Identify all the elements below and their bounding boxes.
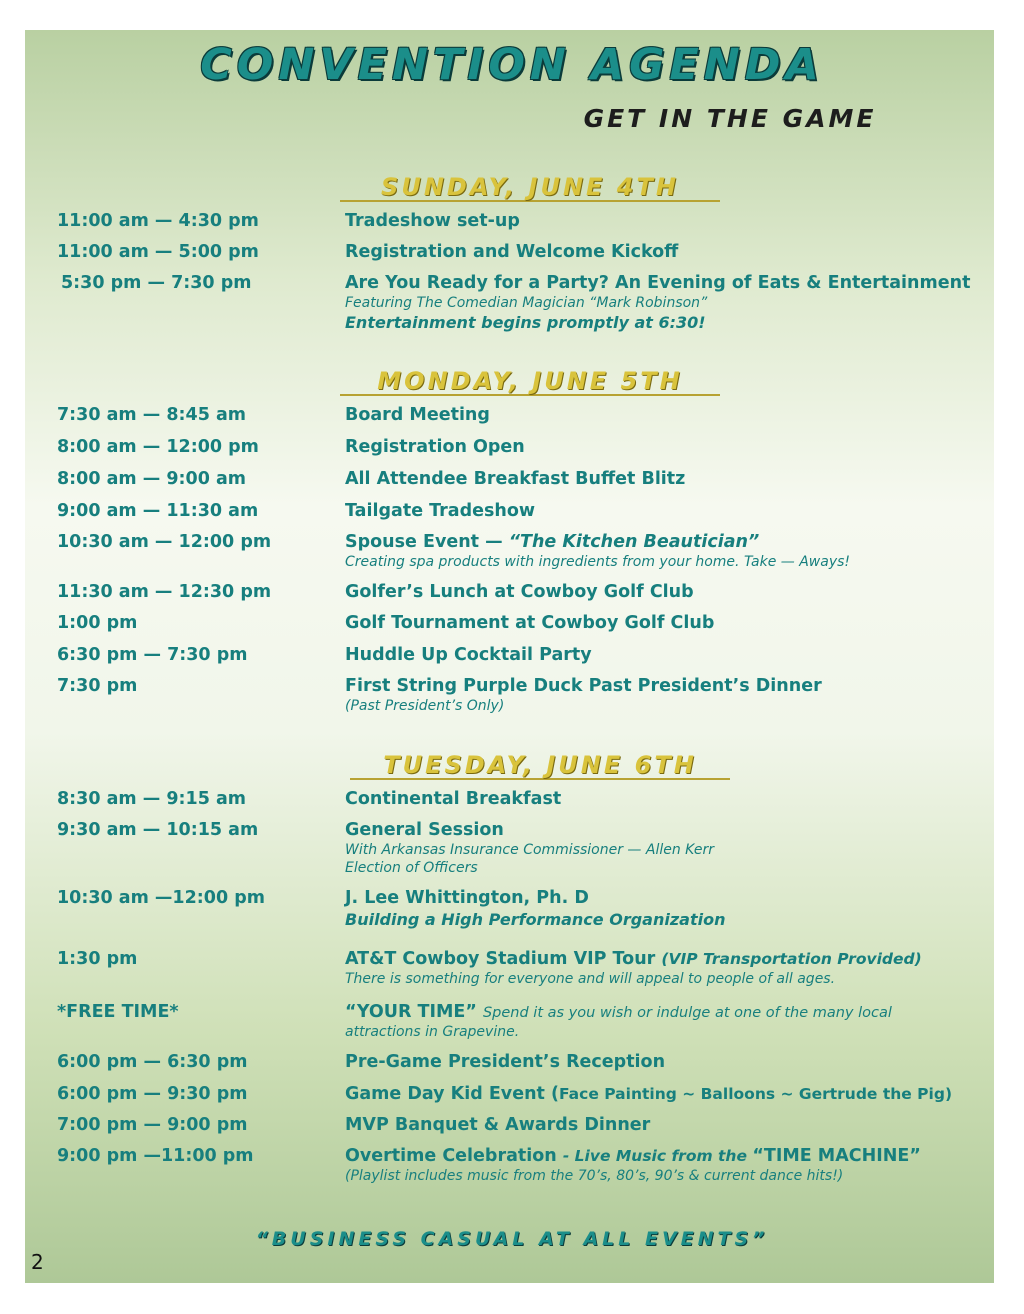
event-time: 9:00 am — 11:30 am	[57, 501, 259, 521]
event-time: 1:30 pm	[57, 949, 138, 969]
page-subtitle: GET IN THE GAME	[583, 104, 877, 133]
event-title-italic: “The Kitchen Beautician”	[508, 532, 760, 552]
event-title: Board Meeting	[345, 405, 490, 425]
event-title	[345, 949, 922, 969]
event-title: Continental Breakfast	[345, 789, 562, 809]
event-detail: With Arkansas Insurance Commissioner — Allen Kerr	[345, 842, 714, 858]
event-time: 8:30 am — 9:15 am	[57, 789, 247, 809]
event-time: 7:00 pm — 9:00 pm	[57, 1115, 248, 1135]
event-time: 10:30 am — 12:00 pm	[57, 532, 272, 552]
event-title	[345, 1146, 921, 1166]
event-time: 11:00 am — 4:30 pm	[57, 211, 259, 231]
event-time: 11:30 am — 12:30 pm	[57, 582, 272, 602]
event-time: 9:00 pm —11:00 pm	[57, 1146, 254, 1166]
day-heading-tuesday: TUESDAY, JUNE 6TH	[350, 752, 730, 780]
event-title-italic: - Live Music from the	[562, 1147, 753, 1165]
event-title: Golf Tournament at Cowboy Golf Club	[345, 613, 715, 633]
event-time: 5:30 pm — 7:30 pm	[61, 273, 252, 293]
event-time: 1:00 pm	[57, 613, 138, 633]
event-time: *FREE TIME*	[57, 1002, 179, 1022]
event-time: 6:00 pm — 6:30 pm	[57, 1052, 248, 1072]
event-detail: There is something for everyone and will appeal to people of all ages.	[345, 971, 836, 987]
event-detail: (Past President’s Only)	[345, 698, 505, 714]
event-title: Registration and Welcome Kickoff	[345, 242, 679, 262]
event-title-main: Overtime Celebration	[345, 1146, 563, 1166]
day-heading-sunday: SUNDAY, JUNE 4TH	[340, 174, 720, 202]
event-title-main: AT&T Cowboy Stadium VIP Tour	[345, 949, 662, 969]
event-time: 11:00 am — 5:00 pm	[57, 242, 259, 262]
event-detail: Entertainment begins promptly at 6:30!	[345, 313, 706, 332]
event-detail: Featuring The Comedian Magician “Mark Robinson”	[345, 295, 708, 311]
event-title-small: Face Painting ~ Balloons ~ Gertrude the Pig)	[559, 1085, 953, 1103]
event-title: First String Purple Duck Past President’s Dinner	[345, 676, 822, 696]
event-title: Are You Ready for a Party? An Evening of Eats & Entertainment	[345, 273, 971, 293]
event-title: Huddle Up Cocktail Party	[345, 645, 592, 665]
event-time: 10:30 am —12:00 pm	[57, 888, 265, 908]
event-title: Golfer’s Lunch at Cowboy Golf Club	[345, 582, 694, 602]
event-detail: Building a High Performance Organization	[345, 910, 726, 929]
event-title: Registration Open	[345, 437, 525, 457]
event-time: 6:00 pm — 9:30 pm	[57, 1084, 248, 1104]
event-title-main: “YOUR TIME”	[345, 1002, 483, 1022]
event-time: 9:30 am — 10:15 am	[57, 820, 259, 840]
event-time: 8:00 am — 9:00 am	[57, 469, 247, 489]
event-title: MVP Banquet & Awards Dinner	[345, 1115, 651, 1135]
event-title-main: Game Day Kid Event (	[345, 1084, 559, 1104]
event-title-note: Spend it as you wish or indulge at one of the many local	[482, 1005, 892, 1021]
event-title-main: Spouse Event —	[345, 532, 509, 552]
event-detail: (Playlist includes music from the 70’s, 80’s, 90’s & current dance hits!)	[345, 1168, 844, 1184]
event-time: 6:30 pm — 7:30 pm	[57, 645, 248, 665]
event-detail: Election of Officers	[345, 860, 478, 876]
event-time: 8:00 am — 12:00 pm	[57, 437, 259, 457]
event-title	[345, 532, 759, 552]
event-time: 7:30 am — 8:45 am	[57, 405, 247, 425]
day-heading-monday: MONDAY, JUNE 5TH	[340, 368, 720, 396]
event-title: All Attendee Breakfast Buffet Blitz	[345, 469, 686, 489]
event-title: General Session	[345, 820, 504, 840]
event-title-end: “TIME MACHINE”	[752, 1146, 921, 1166]
page-number: 2	[31, 1250, 44, 1274]
event-title: J. Lee Whittington, Ph. D	[345, 888, 589, 908]
event-title: Tradeshow set-up	[345, 211, 520, 231]
event-time: 7:30 pm	[57, 676, 138, 696]
event-detail: attractions in Grapevine.	[345, 1024, 520, 1040]
event-title: Pre-Game President’s Reception	[345, 1052, 666, 1072]
page-title: CONVENTION AGENDA	[200, 40, 824, 90]
event-title-italic: (VIP Transportation Provided)	[661, 950, 922, 968]
event-title: Tailgate Tradeshow	[345, 501, 536, 521]
event-title	[345, 1002, 892, 1022]
event-title	[345, 1084, 952, 1104]
event-detail: Creating spa products with ingredients from your home. Take — Aways!	[345, 554, 851, 570]
dress-code-footer: “BUSINESS CASUAL AT ALL EVENTS”	[255, 1228, 769, 1250]
